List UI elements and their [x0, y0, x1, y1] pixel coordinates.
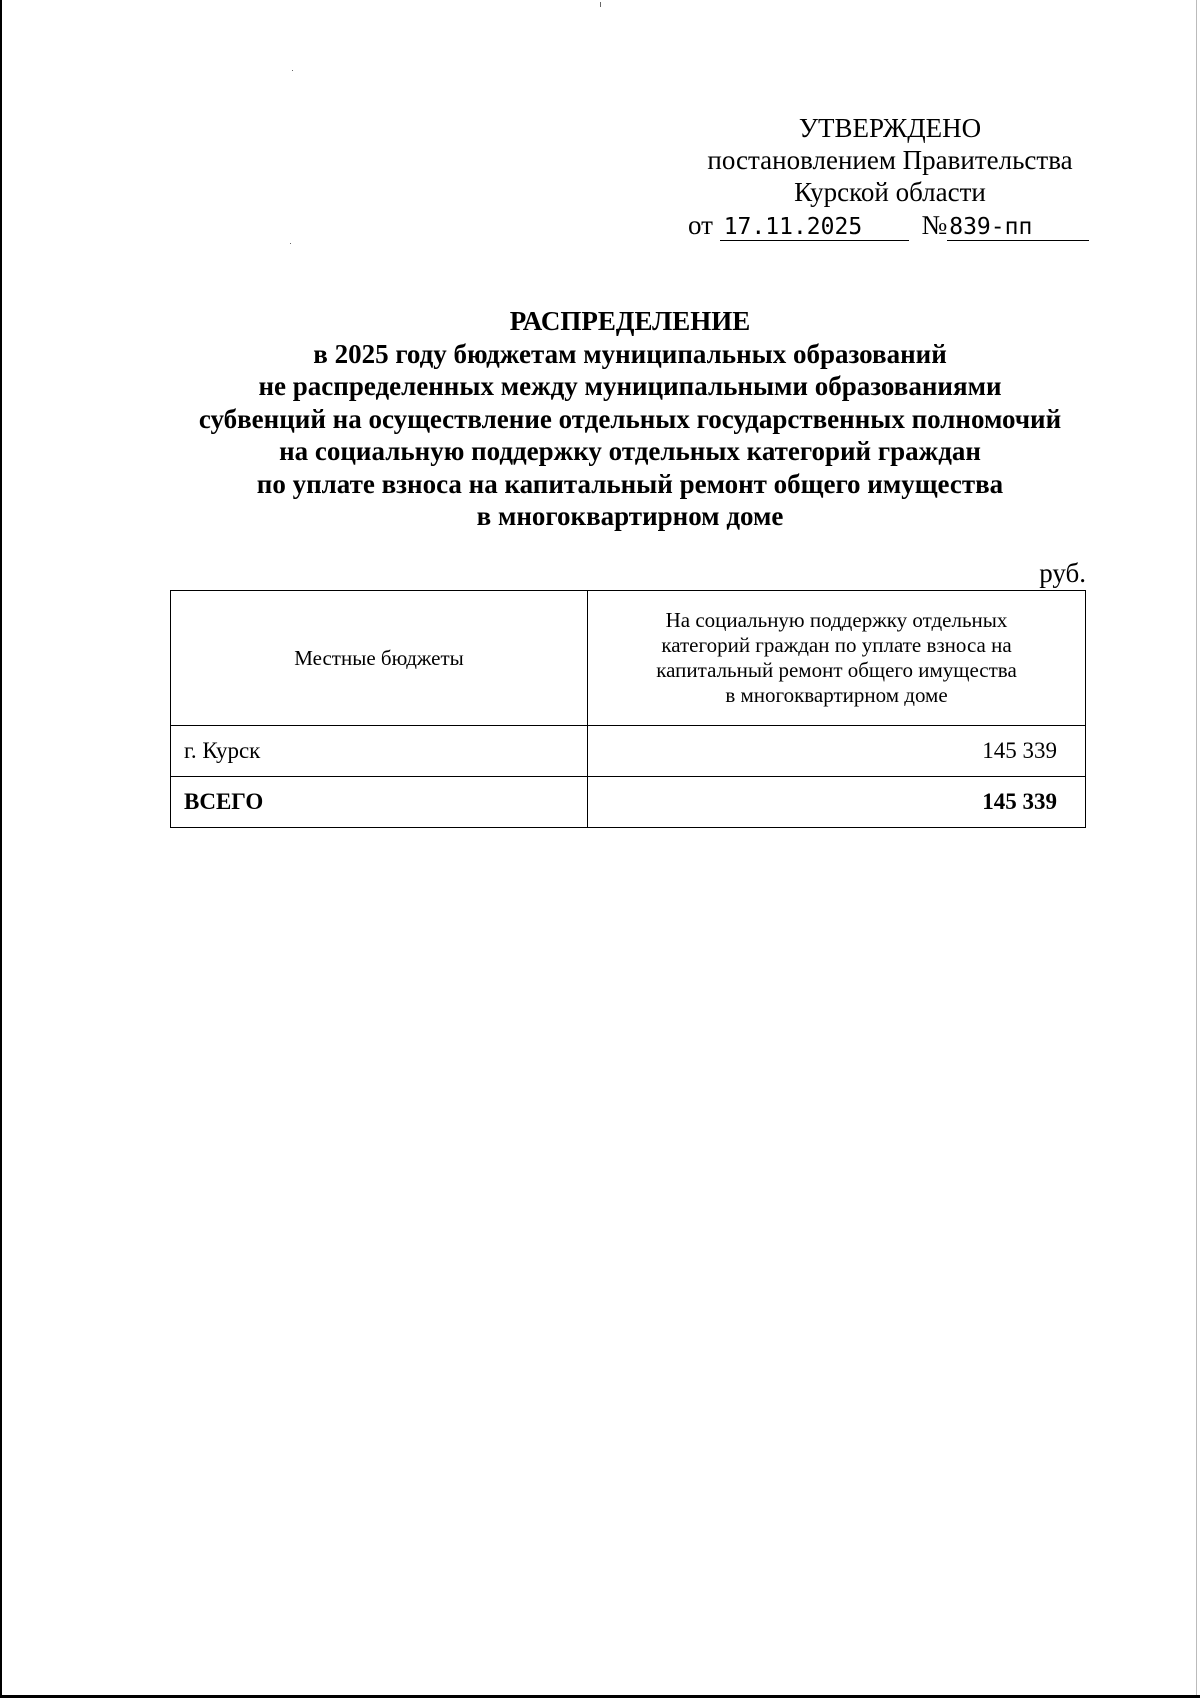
document-title — [150, 305, 1110, 533]
title-line-1: в 2025 году бюджетам муниципальных образований — [313, 338, 947, 369]
table-row — [171, 726, 1086, 777]
title-line-5: по уплате взноса на капитальный ремонт общего имущества — [256, 468, 1004, 499]
currency-unit: руб. — [1039, 558, 1086, 588]
approval-date-line — [680, 209, 1100, 241]
header-social-support — [588, 591, 1086, 726]
table-header-row — [171, 591, 1086, 726]
approval-line-region: Курской области — [794, 177, 986, 207]
header-local-budgets: Местные бюджеты — [171, 591, 588, 726]
scan-border-right — [1196, 0, 1197, 1698]
row-budget-name: г. Курск — [171, 726, 588, 777]
header-line: капитальный ремонт общего имущества — [656, 658, 1017, 682]
approval-heading: УТВЕРЖДЕНО — [798, 113, 982, 143]
date-prefix: от — [688, 210, 713, 240]
approval-stamp — [680, 112, 1100, 241]
scan-speck — [290, 243, 291, 244]
header-line: в многоквартирном доме — [725, 683, 948, 707]
header-line: категорий граждан по уплате взноса на — [661, 633, 1012, 657]
scan-speck — [292, 70, 293, 71]
decree-number: 839-пп — [947, 214, 1089, 241]
scan-border-left — [0, 0, 2, 1698]
number-sign: № — [921, 210, 948, 240]
approval-line-decree: постановлением Правительства — [707, 145, 1073, 175]
title-line-6: в многоквартирном доме — [476, 501, 784, 531]
scan-speck — [600, 2, 601, 7]
decree-date: 17.11.2025 — [720, 214, 909, 241]
distribution-table — [170, 590, 1086, 828]
total-value: 145 339 — [588, 777, 1086, 828]
total-label: ВСЕГО — [171, 777, 588, 828]
row-budget-value: 145 339 — [588, 726, 1086, 777]
header-line: На социальную поддержку отдельных — [665, 608, 1008, 632]
title-line-4: на социальную поддержку отдельных категорий граждан — [279, 436, 981, 466]
title-heading: РАСПРЕДЕЛЕНИЕ — [509, 306, 751, 336]
title-line-3: субвенций на осуществление отдельных государственных полномочий — [198, 403, 1062, 434]
table-total-row — [171, 777, 1086, 828]
title-line-2: не распределенных между муниципальными образованиями — [258, 371, 1002, 401]
